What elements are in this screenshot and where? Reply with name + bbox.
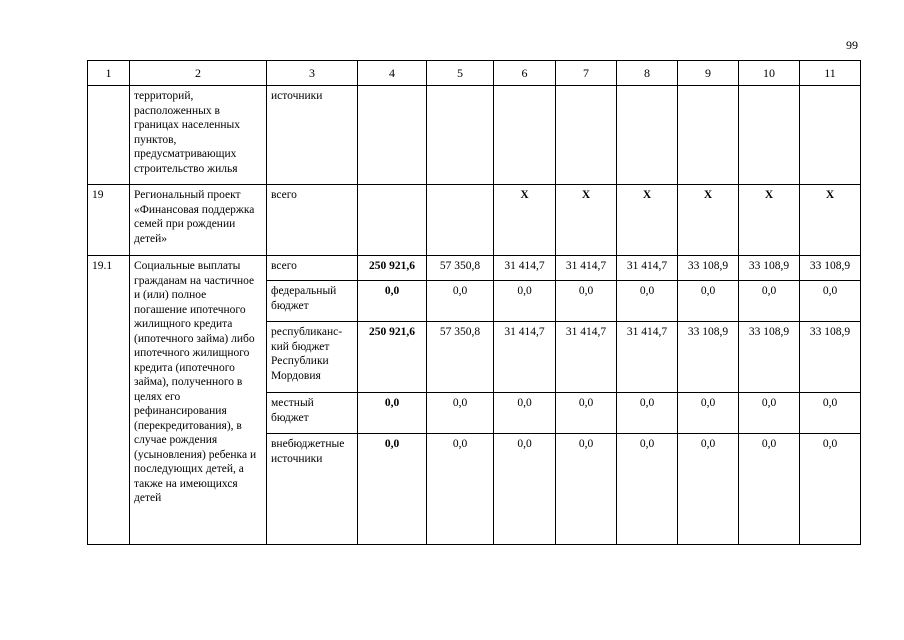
value-cell: 0,0 bbox=[678, 393, 739, 434]
header-cell: 4 bbox=[358, 61, 427, 86]
row-source-cell: местный бюджет bbox=[267, 393, 358, 434]
row-id-cell bbox=[88, 86, 130, 185]
header-cell: 7 bbox=[556, 61, 617, 86]
value-cell: 0,0 bbox=[739, 393, 800, 434]
value-cell bbox=[739, 86, 800, 185]
value-cell: 0,0 bbox=[556, 434, 617, 545]
value-cell bbox=[358, 86, 427, 185]
row-name-cell: Региональный проект «Финансовая поддержка семей при рождении детей» bbox=[130, 185, 267, 256]
value-cell: 0,0 bbox=[617, 281, 678, 322]
row-source-cell: всего bbox=[267, 256, 358, 281]
value-cell bbox=[617, 86, 678, 185]
value-cell: 0,0 bbox=[358, 393, 427, 434]
value-cell: 33 108,9 bbox=[800, 256, 861, 281]
value-cell: 0,0 bbox=[494, 434, 556, 545]
value-cell: 33 108,9 bbox=[739, 256, 800, 281]
table-row-continuation bbox=[88, 86, 861, 185]
value-cell: 0,0 bbox=[678, 434, 739, 545]
value-cell bbox=[427, 185, 494, 256]
value-cell: 33 108,9 bbox=[678, 322, 739, 393]
value-cell: 0,0 bbox=[800, 281, 861, 322]
header-cell: 6 bbox=[494, 61, 556, 86]
table-row-19-1-total bbox=[88, 256, 861, 281]
value-cell: X bbox=[494, 185, 556, 256]
row-source-cell: федеральный бюджет bbox=[267, 281, 358, 322]
value-cell: 33 108,9 bbox=[739, 322, 800, 393]
value-cell: 0,0 bbox=[427, 434, 494, 545]
value-cell bbox=[427, 86, 494, 185]
header-cell: 9 bbox=[678, 61, 739, 86]
value-cell: X bbox=[617, 185, 678, 256]
value-cell: 0,0 bbox=[800, 393, 861, 434]
row-source-cell: всего bbox=[267, 185, 358, 256]
row-name-cell: территорий, расположенных в границах населенных пунктов, предусматривающих строительство жилья bbox=[130, 86, 267, 185]
value-cell: 0,0 bbox=[617, 434, 678, 545]
value-cell bbox=[556, 86, 617, 185]
header-cell: 2 bbox=[130, 61, 267, 86]
page-number: 99 bbox=[846, 38, 858, 52]
value-cell bbox=[678, 86, 739, 185]
value-cell: 57 350,8 bbox=[427, 256, 494, 281]
value-cell: X bbox=[556, 185, 617, 256]
value-cell: 57 350,8 bbox=[427, 322, 494, 393]
value-cell: 0,0 bbox=[739, 434, 800, 545]
value-cell: 31 414,7 bbox=[556, 256, 617, 281]
value-cell bbox=[800, 86, 861, 185]
header-cell: 5 bbox=[427, 61, 494, 86]
row-name-cell: Социальные выплаты гражданам на частичное и (или) полное погашение ипотечного жилищного кредита (ипотечного займа) либо ипотечного жилищного кредита (ипотечного займа), полученного в целях его рефинансирования (перекредитования), в случае рождения (усыновления) ребенка и последующих детей, а также на имеющихся детей bbox=[130, 256, 267, 545]
header-cell: 10 bbox=[739, 61, 800, 86]
value-cell: 0,0 bbox=[739, 281, 800, 322]
row-source-cell: источники bbox=[267, 86, 358, 185]
value-cell: 0,0 bbox=[678, 281, 739, 322]
value-cell: 0,0 bbox=[556, 393, 617, 434]
value-cell: 31 414,7 bbox=[494, 256, 556, 281]
value-cell: X bbox=[800, 185, 861, 256]
row-id-cell: 19.1 bbox=[88, 256, 130, 545]
header-cell: 11 bbox=[800, 61, 861, 86]
value-cell: 0,0 bbox=[556, 281, 617, 322]
budget-table bbox=[87, 60, 861, 545]
value-cell: 31 414,7 bbox=[617, 322, 678, 393]
header-cell: 1 bbox=[88, 61, 130, 86]
value-cell: 250 921,6 bbox=[358, 322, 427, 393]
row-source-cell: внебюджетные источники bbox=[267, 434, 358, 545]
table-header-row bbox=[88, 61, 861, 86]
value-cell: 250 921,6 bbox=[358, 256, 427, 281]
value-cell: 0,0 bbox=[358, 281, 427, 322]
value-cell: 0,0 bbox=[358, 434, 427, 545]
value-cell bbox=[494, 86, 556, 185]
value-cell: 0,0 bbox=[800, 434, 861, 545]
value-cell: 0,0 bbox=[494, 281, 556, 322]
value-cell: 31 414,7 bbox=[556, 322, 617, 393]
value-cell bbox=[358, 185, 427, 256]
value-cell: 31 414,7 bbox=[617, 256, 678, 281]
value-cell: 0,0 bbox=[617, 393, 678, 434]
value-cell: 0,0 bbox=[427, 281, 494, 322]
value-cell: 33 108,9 bbox=[800, 322, 861, 393]
value-cell: X bbox=[739, 185, 800, 256]
value-cell: 31 414,7 bbox=[494, 322, 556, 393]
header-cell: 3 bbox=[267, 61, 358, 86]
value-cell: X bbox=[678, 185, 739, 256]
value-cell: 0,0 bbox=[427, 393, 494, 434]
header-cell: 8 bbox=[617, 61, 678, 86]
value-cell: 0,0 bbox=[494, 393, 556, 434]
row-source-cell: республиканс-кий бюджет Республики Мордовия bbox=[267, 322, 358, 393]
row-id-cell: 19 bbox=[88, 185, 130, 256]
table-row-19 bbox=[88, 185, 861, 256]
value-cell: 33 108,9 bbox=[678, 256, 739, 281]
